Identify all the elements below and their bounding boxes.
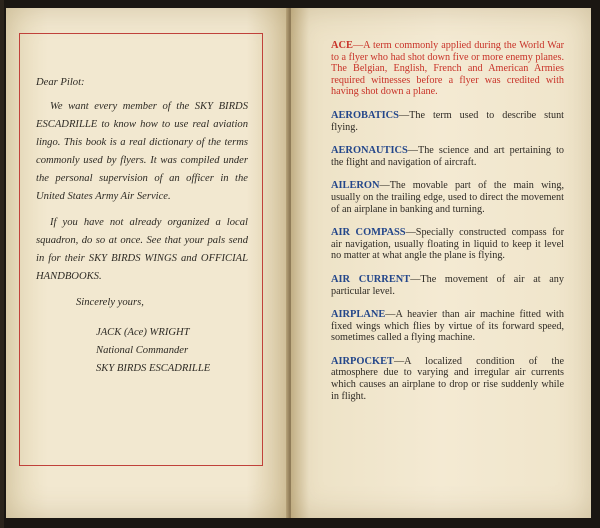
- glossary-definition: —The movement of air at any particular level.: [331, 273, 564, 297]
- letter-paragraph: If you have not already organized a local squadron, do so at once. See that your pals send in for their SKY BIRDS WINGS and OFFICIAL HANDBOOKS.: [36, 217, 248, 282]
- glossary-entry-airplane: [331, 309, 564, 344]
- glossary-entry-aileron: [331, 180, 564, 215]
- glossary-entry-air-compass: [331, 227, 564, 262]
- signature-org: SKY BIRDS ESCADRILLE: [96, 363, 211, 374]
- glossary-entry-aeronautics: [331, 145, 564, 168]
- letter-frame: [19, 33, 263, 466]
- glossary: [331, 40, 564, 414]
- signature-title: National Commander: [96, 345, 189, 356]
- glossary-definition: —A term commonly applied during the World War to a flyer who had shot down five or more enemy planes. The Belgian, English, French and American Armies required witnesses before a flyer was credited with having shot down a plane.: [331, 40, 564, 98]
- letter-closing: Sincerely yours,: [76, 297, 144, 308]
- glossary-definition: —Specially constructed compass for air navigation, usually floating in liquid to keep it level no matter at what angle the plane is flying.: [331, 227, 564, 262]
- glossary-definition: —The term used to describe stunt flying.: [331, 109, 564, 133]
- glossary-entry-aerobatics: [331, 110, 564, 133]
- glossary-term: AIRPOCKET: [331, 355, 394, 367]
- glossary-term: AIRPLANE: [331, 309, 386, 321]
- glossary-term: ACE: [331, 40, 353, 51]
- glossary-definition: —A localized condition of the atmosphere due to varying and irregular air currents which causes an airplane to drop or rise suddenly while in flight.: [331, 355, 564, 402]
- glossary-definition: —The movable part of the main wing, usually on the trailing edge, used to direct the movement of an airplane in banking and turning.: [331, 180, 564, 215]
- letter-paragraph: We want every member of the SKY BIRDS ESCADRILLE to know how to use real aviation lingo. This book is a real dictionary of the terms commonly used by flyers. It was compiled under the personal supervision of an officer in the United States Army Air Service.: [36, 101, 248, 202]
- glossary-entry-ace: [331, 40, 564, 98]
- glossary-entry-airpocket: [331, 356, 564, 402]
- glossary-definition: —A heavier than air machine fitted with fixed wings which flies by virtue of its forward speed, sometimes called a flying machine.: [331, 309, 564, 344]
- letter-greeting: Dear Pilot:: [36, 77, 85, 88]
- glossary-definition: —The science and art pertaining to the flight and navigation of aircraft.: [331, 145, 564, 168]
- glossary-term: AEROBATICS: [331, 109, 399, 121]
- glossary-term: AIR CURRENT: [331, 273, 411, 285]
- letter-signature: [96, 324, 248, 378]
- glossary-term: AIR COMPASS: [331, 227, 406, 239]
- glossary-entry-air-current: [331, 274, 564, 297]
- signature-name: JACK (Ace) WRIGHT: [96, 327, 190, 338]
- glossary-term: AERONAUTICS: [331, 145, 408, 157]
- glossary-term: AILERON: [331, 180, 380, 192]
